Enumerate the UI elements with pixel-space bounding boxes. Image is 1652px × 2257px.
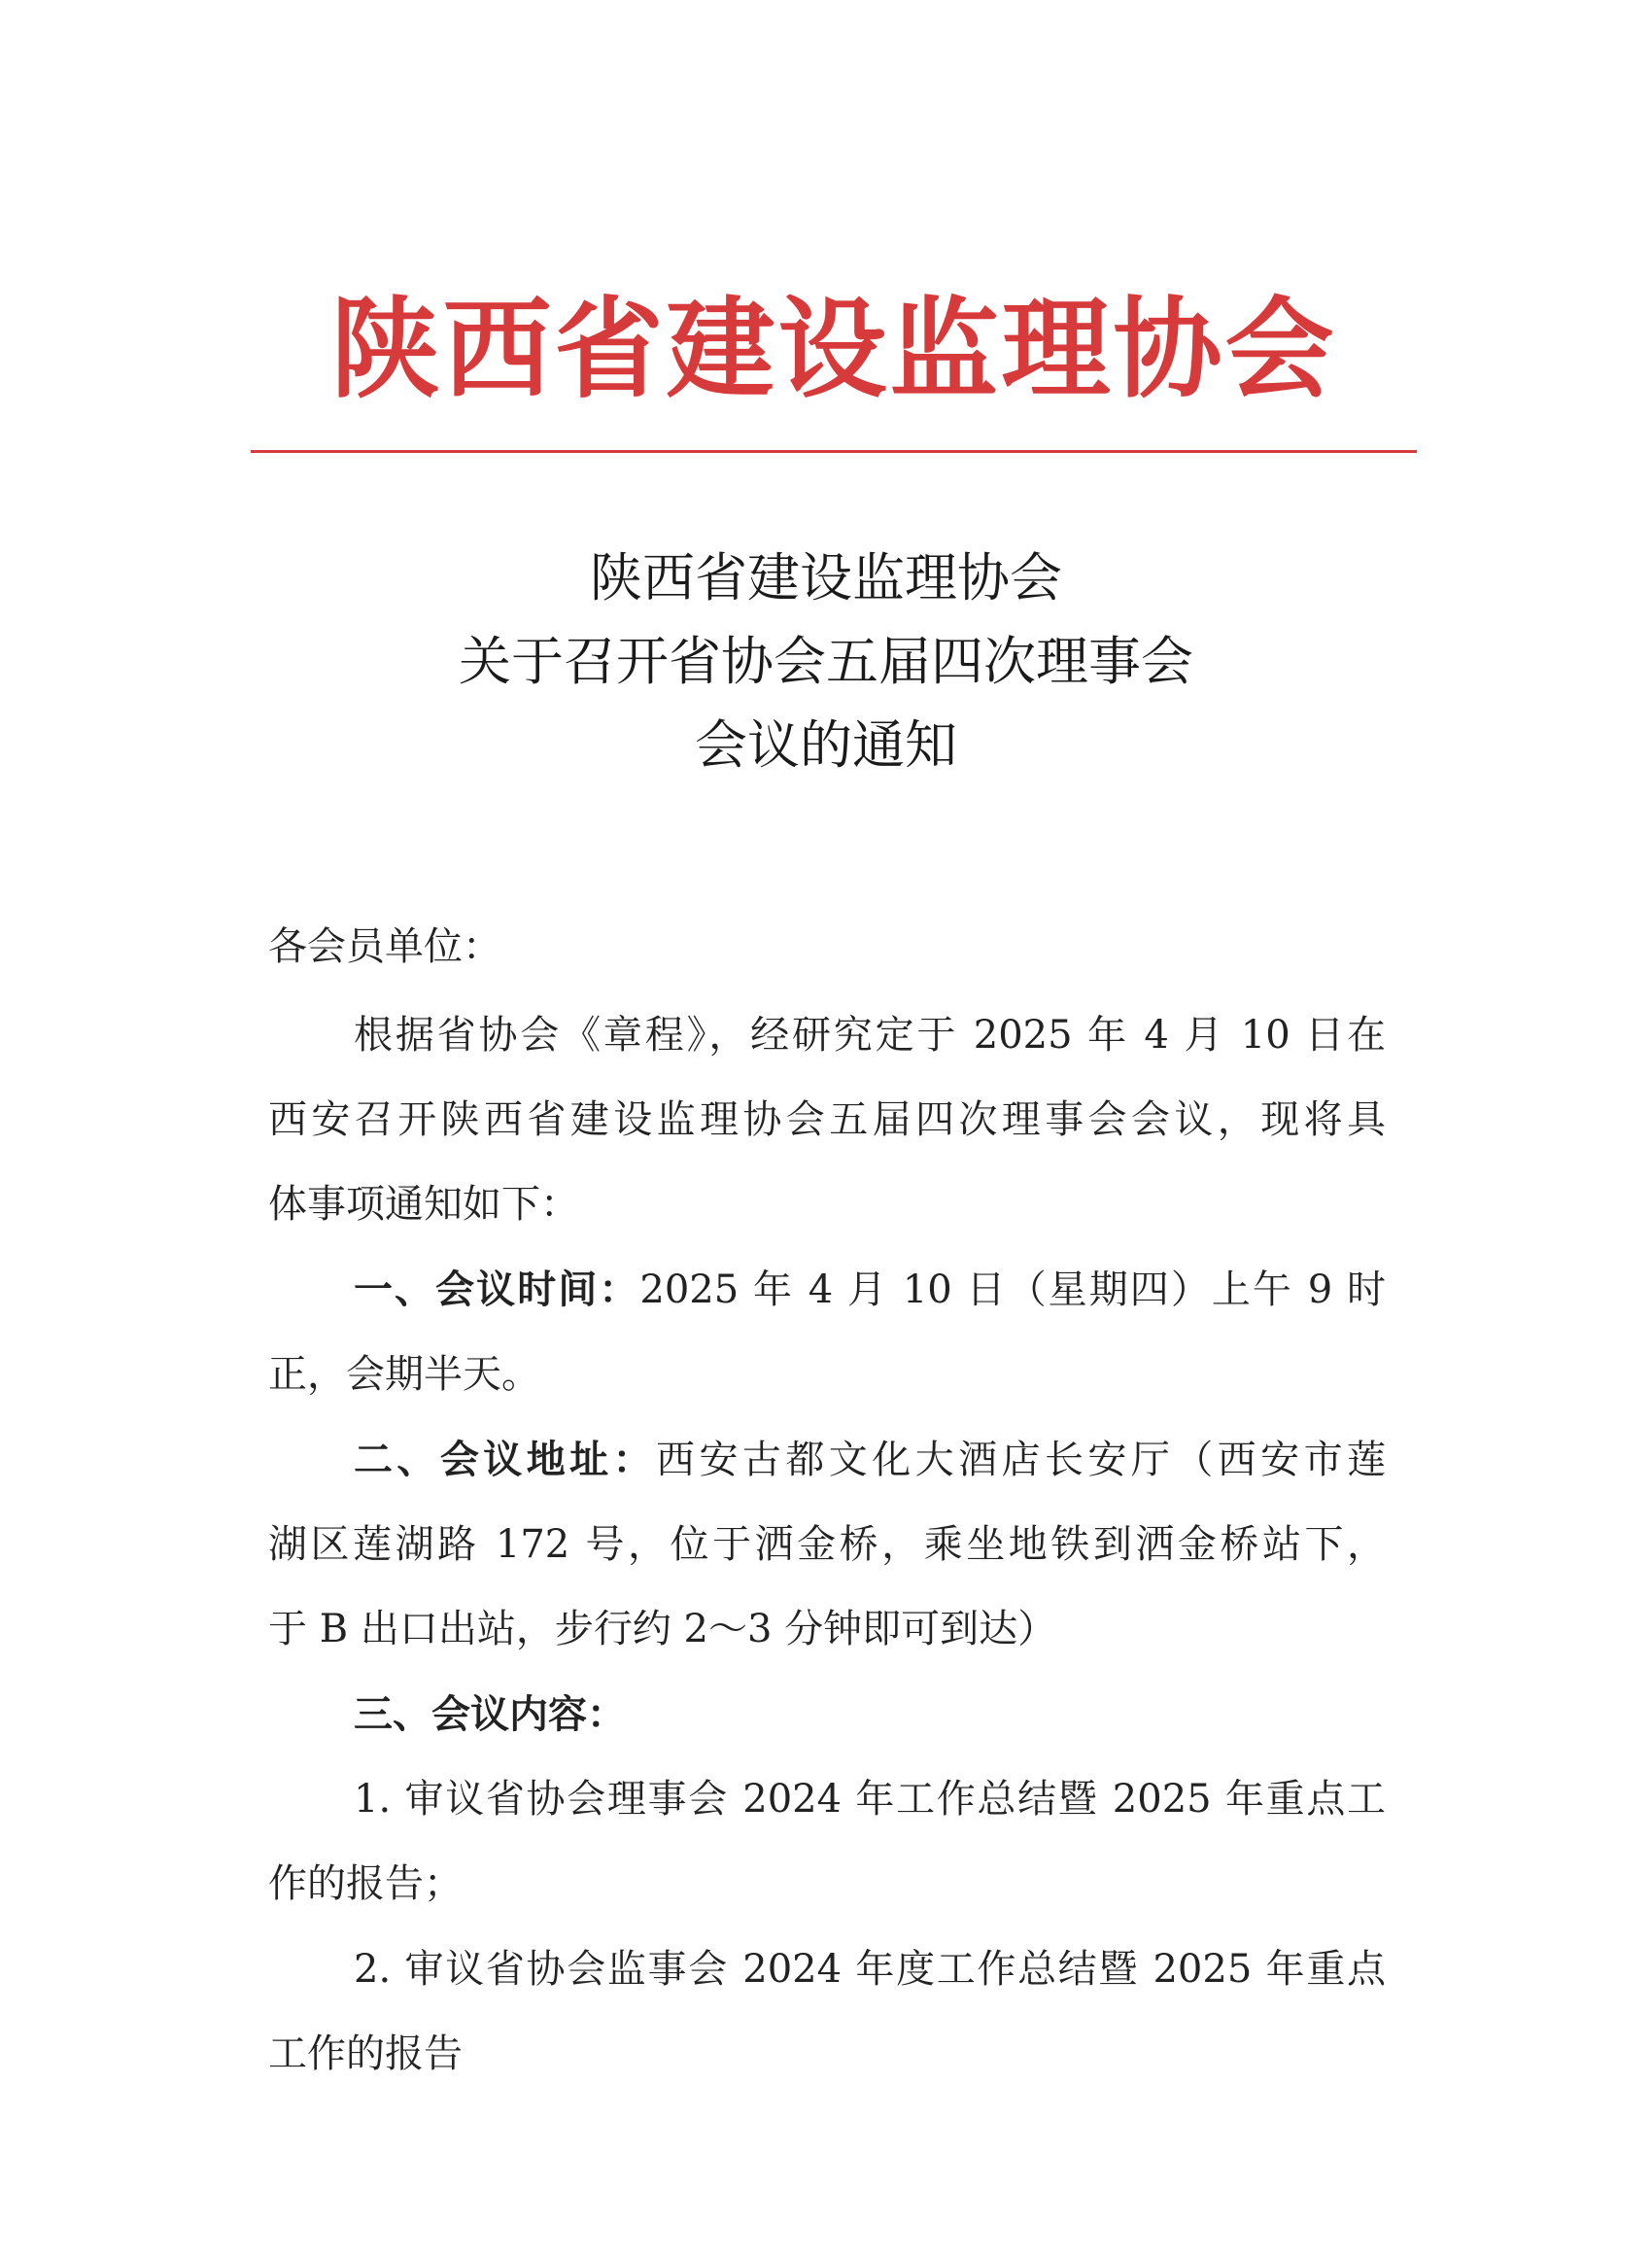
letterhead-divider: [251, 450, 1417, 453]
content-item-2-line-1: 2. 审议省协会监事会 2024 年度工作总结暨 2025 年重点: [354, 1947, 1386, 1992]
time-line-1: [354, 1266, 1386, 1314]
notice-title: [243, 537, 1409, 787]
letterhead-org-name: 陕西省建设监理协会: [330, 286, 1337, 413]
content-item-1-line-1: 1. 审议省协会理事会 2024 年工作总结暨 2025 年重点工: [354, 1777, 1386, 1822]
title-line-3: 会议的通知: [695, 714, 957, 776]
intro-line-3: 体事项通知如下：: [268, 1182, 579, 1227]
intro-line-2: 西安召开陕西省建设监理协会五届四次理事会会议，现将具: [268, 1097, 1386, 1142]
address-value: 西安古都文化大酒店长安厅（西安市莲: [656, 1438, 1387, 1482]
title-line-2: 关于召开省协会五届四次理事会: [459, 631, 1193, 692]
time-line-2: 正，会期半天。: [268, 1352, 540, 1397]
address-line-1: [354, 1436, 1386, 1484]
address-line-3: 于 B 出口出站，步行约 2～3 分钟即可到达）: [268, 1607, 1057, 1651]
title-line-1: 陕西省建设监理协会: [590, 547, 1062, 608]
intro-line-1: 根据省协会《章程》，经研究定于 2025 年 4 月 10 日在: [354, 1013, 1386, 1058]
time-label: 一、会议时间：: [354, 1267, 640, 1312]
content-item-1-line-2: 作的报告；: [268, 1861, 463, 1906]
content-item-2-line-2: 工作的报告: [268, 2031, 463, 2076]
content-label: 三、会议内容：: [354, 1691, 626, 1737]
time-value: 2025 年 4 月 10 日（星期四）上午 9 时: [639, 1267, 1386, 1312]
address-label: 二、会议地址：: [354, 1437, 657, 1482]
address-line-2: 湖区莲湖路 172 号，位于洒金桥，乘坐地铁到洒金桥站下，: [268, 1522, 1386, 1567]
salutation: 各会员单位：: [268, 924, 501, 969]
